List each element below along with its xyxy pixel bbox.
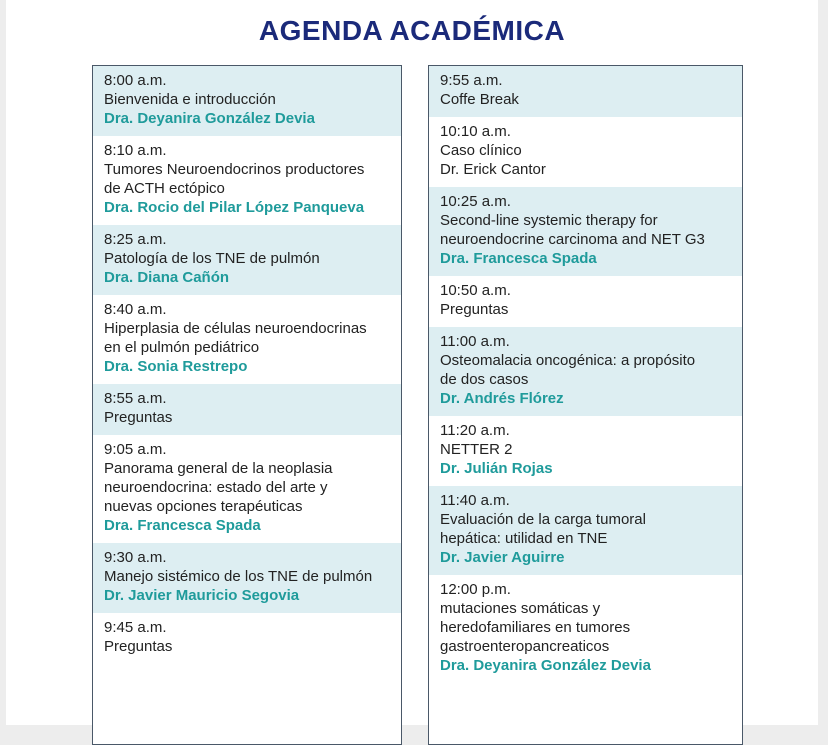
agenda-topic: en el pulmón pediátrico — [104, 339, 260, 356]
agenda-time: 9:30 a.m. — [104, 549, 167, 566]
agenda-item — [429, 416, 742, 486]
agenda-topic: Hiperplasia de células neuroendocrinas — [104, 320, 367, 337]
agenda-topic: neuroendocrina: estado del arte y — [104, 479, 328, 496]
agenda-topic: mutaciones somáticas y — [440, 600, 601, 617]
agenda-topic: hepática: utilidad en TNE — [440, 530, 608, 547]
agenda-topic: Osteomalacia oncogénica: a propósito — [440, 352, 696, 369]
agenda-page — [6, 0, 818, 725]
agenda-topic: heredofamiliares en tumores — [440, 619, 631, 636]
agenda-time: 8:10 a.m. — [104, 142, 167, 159]
agenda-speaker: Dra. Francesca Spada — [440, 250, 597, 267]
agenda-topic: Caso clínico — [440, 142, 522, 159]
agenda-item — [429, 117, 742, 187]
agenda-item — [429, 187, 742, 276]
agenda-topic: Preguntas — [104, 638, 173, 655]
agenda-column-left — [92, 65, 402, 745]
agenda-speaker: Dr. Julián Rojas — [440, 460, 553, 477]
agenda-item — [93, 613, 401, 664]
agenda-item — [93, 295, 401, 384]
agenda-topic: Tumores Neuroendocrinos productores — [104, 161, 365, 178]
agenda-speaker: Dra. Deyanira González Devia — [104, 110, 315, 127]
page-title: AGENDA ACADÉMICA — [258, 15, 566, 46]
agenda-time: 9:05 a.m. — [104, 441, 167, 458]
agenda-time: 8:40 a.m. — [104, 301, 167, 318]
agenda-time: 8:25 a.m. — [104, 231, 167, 248]
agenda-speaker: Dra. Diana Cañón — [104, 269, 230, 286]
agenda-speaker: Dra. Francesca Spada — [104, 517, 261, 534]
agenda-topic: Preguntas — [440, 301, 509, 318]
agenda-topic: Evaluación de la carga tumoral — [440, 511, 646, 528]
agenda-topic: Second-line systemic therapy for — [440, 212, 658, 229]
agenda-speaker: Dr. Javier Mauricio Segovia — [104, 587, 300, 604]
agenda-time: 10:25 a.m. — [440, 193, 511, 210]
agenda-speaker: Dr. Javier Aguirre — [440, 549, 565, 566]
agenda-topic: Preguntas — [104, 409, 173, 426]
agenda-topic: Manejo sistémico de los TNE de pulmón — [104, 568, 373, 585]
agenda-time: 10:10 a.m. — [440, 123, 511, 140]
agenda-time: 9:45 a.m. — [104, 619, 167, 636]
agenda-item — [93, 435, 401, 543]
agenda-item — [93, 384, 401, 435]
agenda-time: 9:55 a.m. — [440, 72, 503, 89]
agenda-item — [429, 575, 742, 683]
agenda-speaker: Dr. Erick Cantor — [440, 161, 546, 178]
agenda-item — [93, 543, 401, 613]
agenda-item — [429, 486, 742, 575]
agenda-time: 10:50 a.m. — [440, 282, 511, 299]
agenda-topic: de dos casos — [440, 371, 529, 388]
agenda-item — [429, 327, 742, 416]
agenda-time: 11:20 a.m. — [440, 422, 510, 439]
agenda-topic: de ACTH ectópico — [104, 180, 225, 197]
agenda-topic: NETTER 2 — [440, 441, 513, 458]
agenda-speaker: Dra. Deyanira González Devia — [440, 657, 651, 674]
agenda-topic: Coffe Break — [440, 91, 519, 108]
agenda-column-right — [428, 65, 743, 745]
agenda-time: 12:00 p.m. — [440, 581, 511, 598]
agenda-topic: neuroendocrine carcinoma and NET G3 — [440, 231, 705, 248]
agenda-topic: Panorama general de la neoplasia — [104, 460, 333, 477]
agenda-topic: nuevas opciones terapéuticas — [104, 498, 303, 515]
agenda-time: 11:00 a.m. — [440, 333, 510, 350]
agenda-item — [93, 66, 401, 136]
agenda-speaker: Dra. Sonia Restrepo — [104, 358, 248, 375]
agenda-topic: gastroenteropancreaticos — [440, 638, 610, 655]
agenda-speaker: Dr. Andrés Flórez — [440, 390, 564, 407]
agenda-speaker: Dra. Rocio del Pilar López Panqueva — [104, 199, 365, 216]
agenda-time: 8:55 a.m. — [104, 390, 167, 407]
agenda-item — [93, 136, 401, 225]
agenda-item — [429, 66, 742, 117]
agenda-topic: Bienvenida e introducción — [104, 91, 276, 108]
agenda-topic: Patología de los TNE de pulmón — [104, 250, 320, 267]
agenda-time: 8:00 a.m. — [104, 72, 167, 89]
agenda-item — [429, 276, 742, 327]
agenda-time: 11:40 a.m. — [440, 492, 510, 509]
agenda-item — [93, 225, 401, 295]
